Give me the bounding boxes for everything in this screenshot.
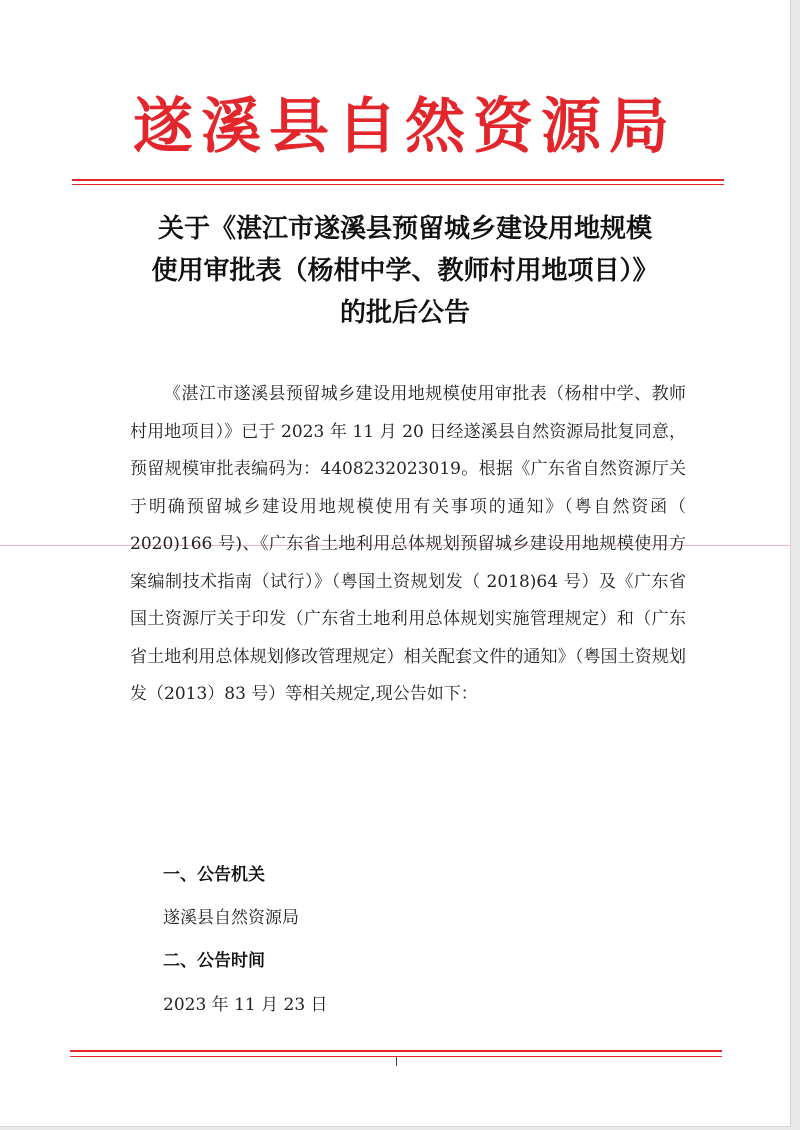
footer-rule-thick [70,1050,722,1052]
section-heading-authority: 一、公告机关 [163,865,265,885]
section-value-authority: 遂溪县自然资源局 [163,908,299,928]
letterhead-title: 遂溪县自然资源局 [133,92,677,162]
notice-title-line-3: 的批后公告 [339,298,470,328]
section-heading-time: 二、公告时间 [163,951,265,971]
notice-title [100,208,710,334]
notice-title-line-1: 关于《湛江市遂溪县预留城乡建设用地规模 [157,214,652,244]
footer-tick-mark [396,1057,397,1066]
notice-body-paragraph: 《湛江市遂溪县预留城乡建设用地规模使用审批表（杨柑中学、教师村用地项目）》已于 2023 年 11 月 20 日经遂溪县自然资源局批复同意，预留规模审批表编码为：4408232023019。根据《广东省自然资源厅关于明确预留城乡建设用地规模使用有关事项的通知》（粤自然资函（ 2020)166 号)、《广东省土地利用总体规划预留城乡建设用地规模使用方案编制技术指南（试行）》（粤国土资规划发（ 2018)64 号）及《广东省国土资源厅关于印发（广东省土地利用总体规划实施管理规定）和（广东省土地利用总体规划修改管理规定）相关配套文件的通知》（粤国土资规划发（2013）83 号）等相关规定,现公告如下： [130,384,686,704]
section-value-time: 2023 年 11 月 23 日 [163,995,328,1015]
notice-title-line-2: 使用审批表（杨柑中学、教师村用地项目）》 [151,256,659,286]
letterhead-rule-thin [72,184,724,185]
letterhead-rule-thick [72,179,724,181]
